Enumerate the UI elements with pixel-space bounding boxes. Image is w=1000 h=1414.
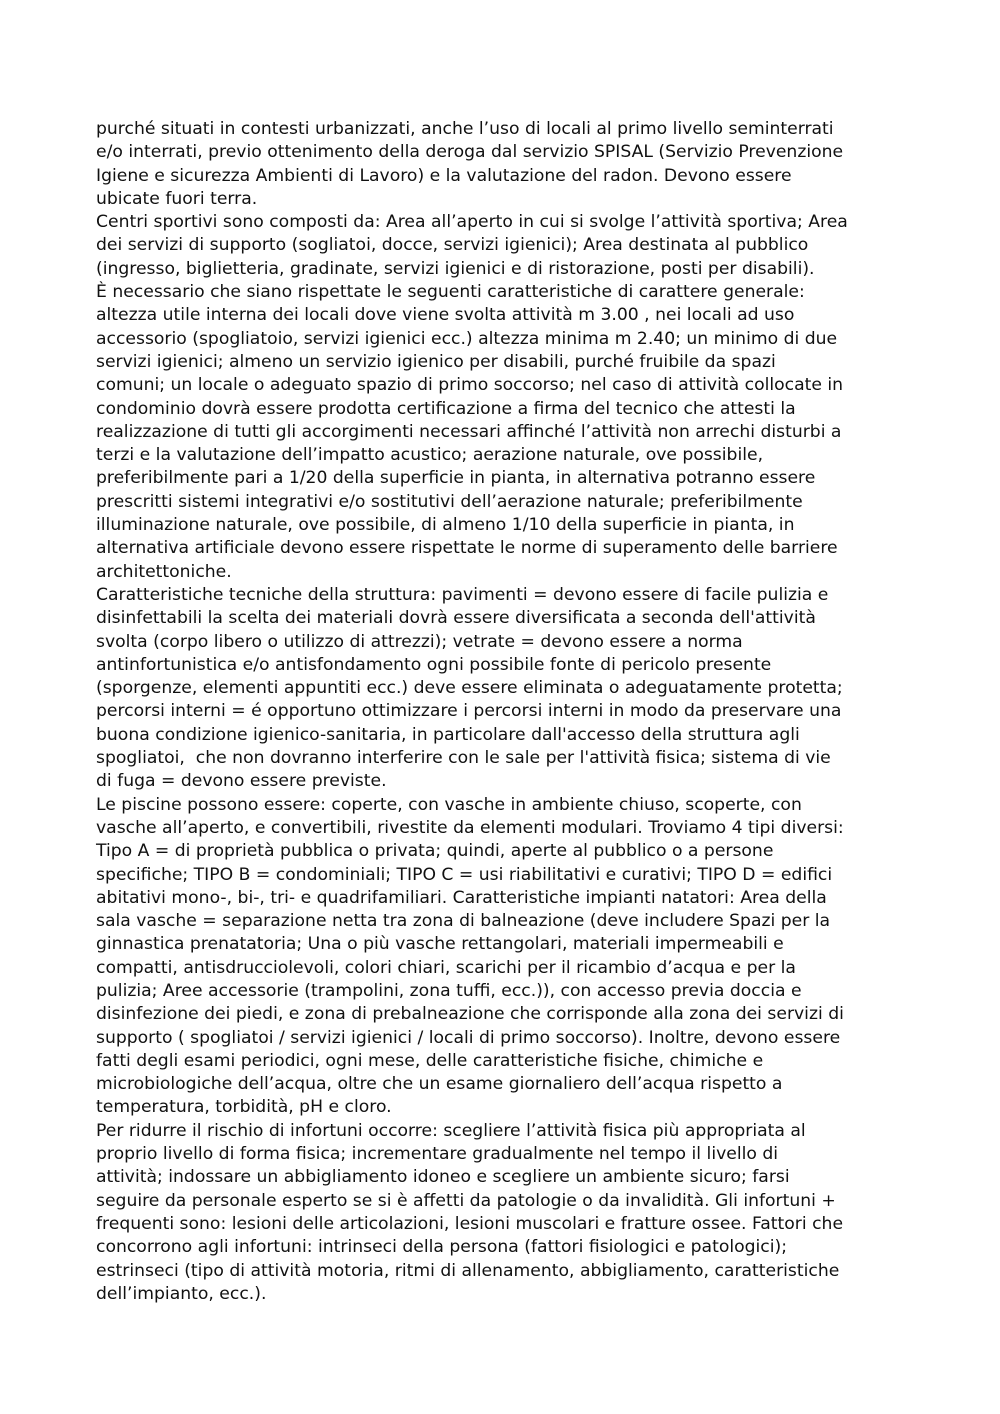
- text-line: compatti, antisdrucciolevoli, colori chiari, scarichi per il ricambio d’acqua e per la: [96, 957, 796, 978]
- text-line: seguire da personale esperto se si è affetti da patologie o da invalidità. Gli infortuni +: [96, 1190, 836, 1211]
- text-line: (ingresso, biglietteria, gradinate, servizi igienici e di ristorazione, posti per disabili).: [96, 258, 815, 279]
- text-line: condominio dovrà essere prodotta certificazione a firma del tecnico che attesti la: [96, 398, 796, 419]
- text-line: Centri sportivi sono composti da: Area all’aperto in cui si svolge l’attività sportiva; Area: [96, 212, 848, 233]
- text-line: specifiche; TIPO B = condominiali; TIPO C = usi riabilitativi e curativi; TIPO D = edifici: [96, 864, 833, 885]
- text-line: microbiologiche dell’acqua, oltre che un esame giornaliero dell’acqua rispetto a: [96, 1074, 783, 1095]
- text-line: temperatura, torbidità, pH e cloro.: [96, 1097, 392, 1118]
- text-line: terzi e la valutazione dell’impatto acustico; aerazione naturale, ove possibile,: [96, 445, 764, 466]
- text-line: antinfortunistica e/o antisfondamento ogni possibile fonte di pericolo presente: [96, 654, 772, 675]
- text-line: preferibilmente pari a 1/20 della superficie in pianta, in alternativa potranno essere: [96, 468, 816, 489]
- text-line: dei servizi di supporto (sogliatoi, docce, servizi igienici); Area destinata al pubblico: [96, 235, 809, 256]
- text-line: vasche all’aperto, e convertibili, rivestite da elementi modulari. Troviamo 4 tipi diversi:: [96, 817, 844, 838]
- text-line: abitativi mono-, bi-, tri- e quadrifamiliari. Caratteristiche impianti natatori: Area della: [96, 887, 827, 908]
- text-line: supporto ( spogliatoi / servizi igienici / locali di primo soccorso). Inoltre, devono essere: [96, 1027, 841, 1048]
- text-line: pulizia; Aree accessorie (trampolini, zona tuffi, ecc.)), con accesso previa doccia e: [96, 980, 802, 1001]
- text-line: fatti degli esami periodici, ogni mese, delle caratteristiche fisiche, chimiche e: [96, 1050, 764, 1071]
- text-line: svolta (corpo libero o utilizzo di attrezzi); vetrate = devono essere a norma: [96, 631, 743, 652]
- document-body-text: [96, 118, 926, 1306]
- text-line: È necessario che siano rispettate le seguenti caratteristiche di carattere generale:: [96, 282, 805, 303]
- text-line: ginnastica prenatatoria; Una o più vasche rettangolari, materiali impermeabili e: [96, 934, 784, 955]
- text-line: accessorio (spogliatoio, servizi igienici ecc.) altezza minima m 2.40; un minimo di due: [96, 328, 838, 349]
- text-line: disinfettabili la scelta dei materiali dovrà essere diversificata a seconda dell'attività: [96, 608, 816, 629]
- text-line: percorsi interni = é opportuno ottimizzare i percorsi interni in modo da preservare una: [96, 701, 842, 722]
- text-line: spogliatoi, che non dovranno interferire con le sale per l'attività fisica; sistema di vie: [96, 748, 831, 769]
- text-line: dell’impianto, ecc.).: [96, 1283, 267, 1304]
- text-line: e/o interrati, previo ottenimento della deroga dal servizio SPISAL (Servizio Prevenzione: [96, 142, 844, 163]
- text-line: concorrono agli infortuni: intrinseci della persona (fattori fisiologici e patologici);: [96, 1237, 788, 1258]
- text-line: attività; indossare un abbigliamento idoneo e scegliere un ambiente sicuro; farsi: [96, 1167, 790, 1188]
- text-line: buona condizione igienico-sanitaria, in particolare dall'accesso della struttura agli: [96, 724, 800, 745]
- text-line: sala vasche = separazione netta tra zona di balneazione (deve includere Spazi per la: [96, 911, 831, 932]
- text-line: purché situati in contesti urbanizzati, anche l’uso di locali al primo livello seminterrati: [96, 119, 834, 139]
- text-line: servizi igienici; almeno un servizio igienico per disabili, purché fruibile da spazi: [96, 351, 776, 372]
- text-line: altezza utile interna dei locali dove viene svolta attività m 3.00 , nei locali ad uso: [96, 305, 795, 326]
- text-line: frequenti sono: lesioni delle articolazioni, lesioni muscolari e fratture ossee. Fattori che: [96, 1213, 844, 1234]
- text-line: illuminazione naturale, ove possibile, di almeno 1/10 della superficie in pianta, in: [96, 515, 795, 536]
- text-line: proprio livello di forma fisica; incrementare gradualmente nel tempo il livello di: [96, 1144, 779, 1165]
- text-line: Igiene e sicurezza Ambienti di Lavoro) e la valutazione del radon. Devono essere: [96, 165, 792, 186]
- text-line: (sporgenze, elementi appuntiti ecc.) deve essere eliminata o adeguatamente protetta;: [96, 678, 843, 699]
- text-line: alternativa artificiale devono essere rispettate le norme di superamento delle barriere: [96, 538, 838, 559]
- text-line: estrinseci (tipo di attività motoria, ritmi di allenamento, abbigliamento, caratteristiche: [96, 1260, 840, 1281]
- text-line: Caratteristiche tecniche della struttura: pavimenti = devono essere di facile pulizia e: [96, 584, 829, 605]
- text-line: realizzazione di tutti gli accorgimenti necessari affinché l’attività non arrechi disturbi a: [96, 421, 842, 442]
- text-line: Per ridurre il rischio di infortuni occorre: scegliere l’attività fisica più appropriata al: [96, 1120, 806, 1141]
- text-line: ubicate fuori terra.: [96, 188, 258, 209]
- text-line: disinfezione dei piedi, e zona di prebalneazione che corrisponde alla zona dei servizi di: [96, 1004, 844, 1025]
- text-line: comuni; un locale o adeguato spazio di primo soccorso; nel caso di attività collocate in: [96, 375, 844, 396]
- text-line: di fuga = devono essere previste.: [96, 771, 387, 792]
- text-line: architettoniche.: [96, 561, 232, 582]
- text-line: prescritti sistemi integrativi e/o sostitutivi dell’aerazione naturale; preferibilmente: [96, 491, 803, 512]
- text-line: Tipo A = di proprietà pubblica o privata; quindi, aperte al pubblico o a persone: [96, 841, 774, 862]
- text-line: Le piscine possono essere: coperte, con vasche in ambiente chiuso, scoperte, con: [96, 794, 802, 815]
